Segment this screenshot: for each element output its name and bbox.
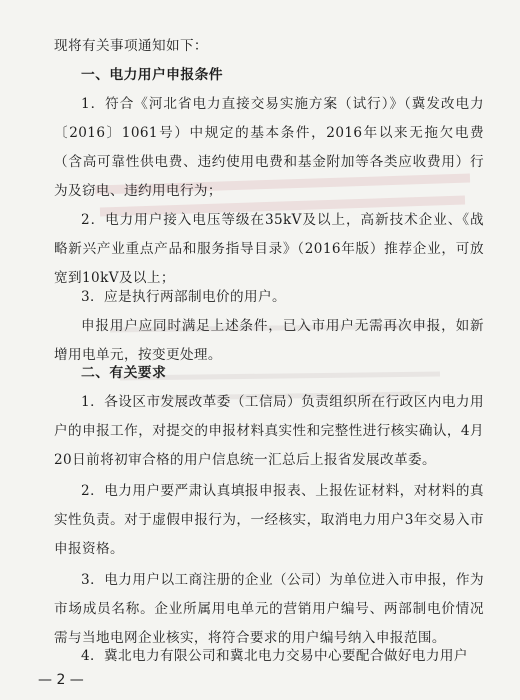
section1-item-3: 3．应是执行两部制电价的用户。 [81,289,286,305]
section2-item-1: 1．各设区市发展改革委（工信局）负责组织所在行政区内电力用户的申报工作，对提交的申报材料真实性和完整性进行核实确认，4月20日前将初审合格的用户信息统一汇总后上报省发展改革委。 [54,394,484,468]
section1-item-2: 2．电力用户接入电压等级在35kV及以上，高新技术企业、《战略新兴产业重点产品和服务指导目录》（2016年版）推荐企业，可放宽到10kV及以上； [54,212,484,286]
page-number: — 2 — [38,672,84,688]
section2-item-2: 2．电力用户要严肃认真填报申报表、上报佐证材料，对材料的真实性负责。对于虚假申报行为，一经核实，取消电力用户3年交易入市申报资格。 [54,483,484,557]
section2-item-3: 3．电力用户以工商注册的企业（公司）为单位进入市申报，作为市场成员名称。企业所属用电单元的营销用户编号、两部制电价情况需与当地电网企业核实，将符合要求的用户编号纳入申报范围。 [54,572,484,646]
section1-item-1: 1．符合《河北省电力直接交易实施方案（试行）》（冀发改电力〔2016〕1061号）中规定的基本条件，2016年以来无拖欠电费（含高可靠性供电费、违约使用电费和基金附加等各类应收费用）行为及窃电、违约用电行为； [54,96,484,199]
intro-text: 现将有关事项通知如下： [54,38,208,54]
section2-heading: 二、有关要求 [81,365,167,381]
section2-item-4: 4．冀北电力有限公司和冀北电力交易中心要配合做好电力用户 [81,648,468,664]
section1-heading: 一、电力用户申报条件 [81,67,223,83]
section1-note: 申报用户应同时满足上述条件，已入市用户无需再次申报，如新增用电单元，按变更处理。 [54,318,484,363]
